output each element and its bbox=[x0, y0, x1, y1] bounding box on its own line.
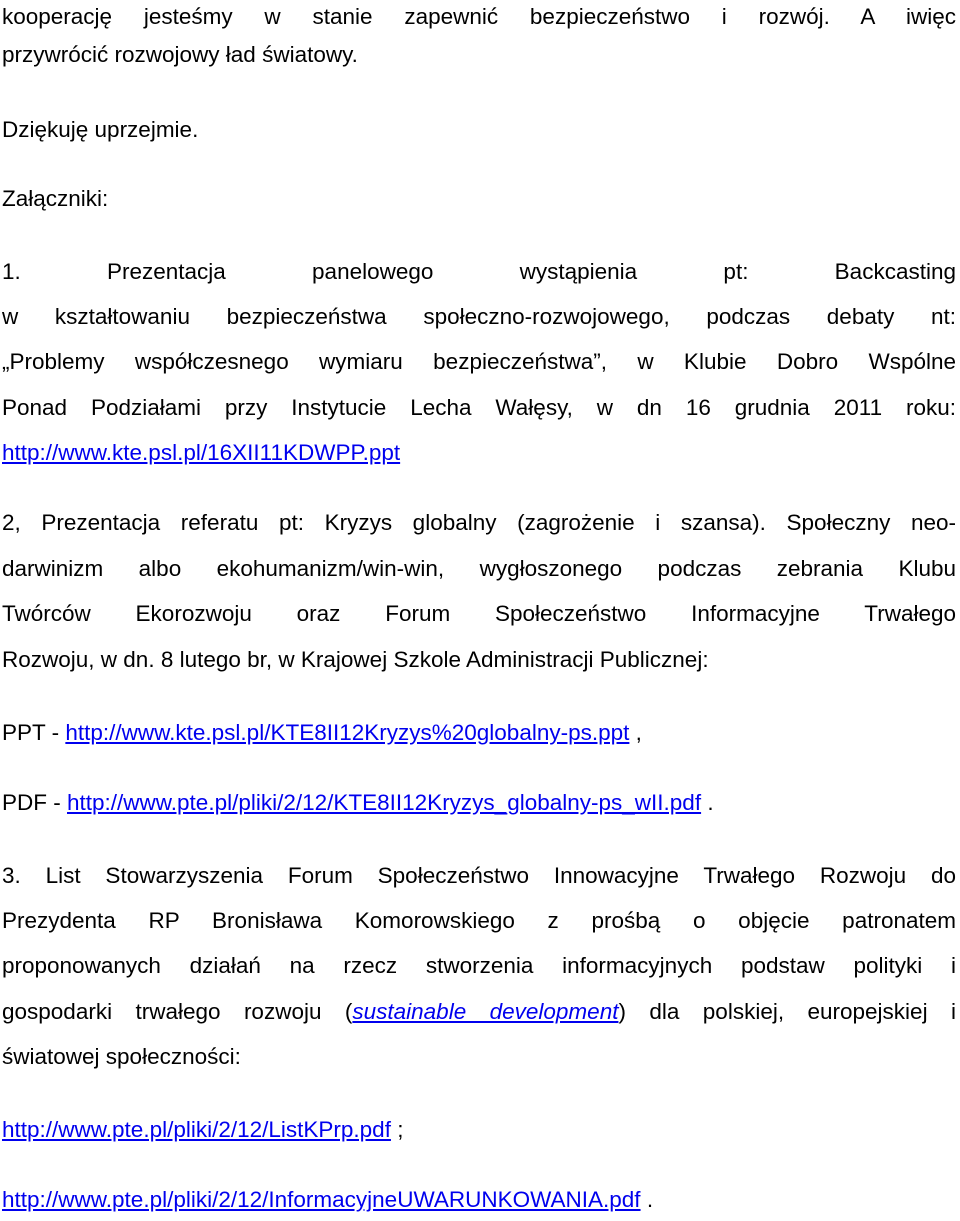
item1-ppt-link[interactable]: http://www.kte.psl.pl/16XII11KDWPP.ppt bbox=[2, 440, 401, 465]
item3-line-4 bbox=[2, 997, 956, 1027]
item2-ppt-line bbox=[2, 718, 956, 748]
item2-pdf-link[interactable]: http://www.pte.pl/pliki/2/12/KTE8II12Kryzys_globalny-ps_wII.pdf bbox=[67, 790, 702, 815]
pdf-suffix: . bbox=[701, 790, 714, 815]
item1-link-line bbox=[2, 438, 956, 468]
item2-pdf-line bbox=[2, 788, 956, 818]
thanks-text: Dziękuję uprzejmie. bbox=[2, 117, 199, 142]
sustainable-development-link[interactable]: sustainable development bbox=[352, 999, 619, 1024]
informacyjne-uwarunkowania-link[interactable]: http://www.pte.pl/pliki/2/12/InformacyjneUWARUNKOWANIA.pdf bbox=[2, 1187, 641, 1212]
item3-line-4-suffix: ) dla polskiej, europejskiej i bbox=[618, 999, 956, 1024]
item1-line-4: Ponad Podziałami przy Instytucie Lecha Wałęsy, w dn 16 grudnia 2011 roku: bbox=[2, 395, 956, 420]
link1-suffix: ; bbox=[390, 1117, 404, 1142]
ppt-label: PPT - bbox=[2, 720, 66, 745]
item3-link2-line bbox=[2, 1185, 956, 1215]
intro-line-2: przywrócić rozwojowy ład światowy. bbox=[2, 42, 358, 67]
item3-line-2: Prezydenta RP Bronisława Komorowskiego z prośbą o objęcie patronatem bbox=[2, 908, 956, 933]
list-kprp-link[interactable]: http://www.pte.pl/pliki/2/12/ListKPrp.pdf bbox=[2, 1117, 391, 1142]
item3-line-5: światowej społeczności: bbox=[2, 1044, 241, 1069]
item2-line-2: darwinizm albo ekohumanizm/win-win, wygłoszonego podczas zebrania Klubu bbox=[2, 556, 956, 581]
intro-line-1: kooperację jesteśmy w stanie zapewnić bezpieczeństwo i rozwój. A iwięc bbox=[2, 4, 956, 29]
item2-ppt-link[interactable]: http://www.kte.psl.pl/KTE8II12Kryzys%20globalny-ps.ppt bbox=[65, 720, 630, 745]
item3-line-1: 3. List Stowarzyszenia Forum Społeczeństwo Innowacyjne Trwałego Rozwoju do bbox=[2, 863, 956, 888]
ppt-suffix: , bbox=[629, 720, 642, 745]
item1-line-3: „Problemy współczesnego wymiaru bezpieczeństwa”, w Klubie Dobro Wspólne bbox=[2, 349, 956, 374]
attachments-heading: Załączniki: bbox=[2, 186, 109, 211]
item2-line-1: 2, Prezentacja referatu pt: Kryzys globalny (zagrożenie i szansa). Społeczny neo- bbox=[2, 510, 956, 535]
item3-link1-line bbox=[2, 1115, 956, 1145]
item1-line-2: w kształtowaniu bezpieczeństwa społeczno-rozwojowego, podczas debaty nt: bbox=[2, 304, 956, 329]
item2-line-4: Rozwoju, w dn. 8 lutego br, w Krajowej Szkole Administracji Publicznej: bbox=[2, 647, 709, 672]
item2-line-3: Twórców Ekorozwoju oraz Forum Społeczeństwo Informacyjne Trwałego bbox=[2, 601, 956, 626]
item1-line-1: 1. Prezentacja panelowego wystąpienia pt: Backcasting bbox=[2, 259, 956, 284]
item3-line-4-prefix: gospodarki trwałego rozwoju ( bbox=[2, 999, 353, 1024]
pdf-label: PDF - bbox=[2, 790, 67, 815]
item3-line-3: proponowanych działań na rzecz stworzenia informacyjnych podstaw polityki i bbox=[2, 953, 956, 978]
link2-suffix: . bbox=[640, 1187, 654, 1212]
